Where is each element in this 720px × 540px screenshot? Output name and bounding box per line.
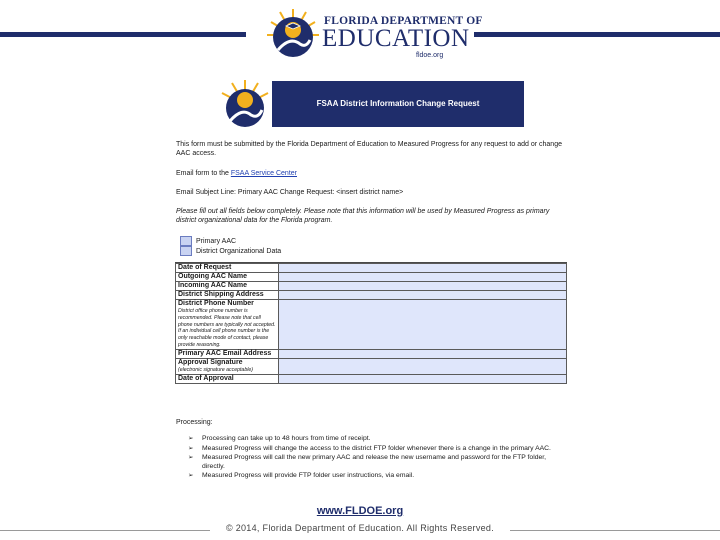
bullet-text: Measured Progress will change the access to the district FTP folder whenever there is a change in the primary AAC.	[202, 444, 551, 452]
phone-number-field[interactable]	[279, 300, 567, 350]
row-label: District Shipping Address	[176, 291, 279, 300]
table-row	[176, 374, 567, 383]
fill-instructions: Please fill out all fields below completely. Please note that this information will be used by Measured Progress as primary district organizational data for the Florida program.	[176, 208, 550, 224]
bullet-text: Processing can take up to 48 hours from time of receipt.	[202, 435, 371, 442]
row-label: Primary AAC Email Address	[176, 349, 279, 358]
date-of-approval-field[interactable]	[279, 374, 567, 383]
checkbox-district-data[interactable]	[180, 246, 281, 256]
shipping-address-field[interactable]	[279, 291, 567, 300]
phone-label-cell	[176, 300, 279, 350]
processing-list	[178, 435, 562, 482]
signature-label-cell	[176, 358, 279, 374]
copyright-notice: © 2014, Florida Department of Education. All Rights Reserved.	[225, 523, 495, 533]
row-label: Outgoing AAC Name	[176, 273, 279, 282]
signature-note: (electronic signature acceptable)	[178, 366, 253, 373]
table-row	[176, 264, 567, 273]
logo-text-site: fldoe.org	[416, 52, 444, 59]
form-title-banner: FSAA District Information Change Request	[272, 81, 524, 127]
email-instruction	[176, 169, 568, 178]
table-row	[176, 282, 567, 291]
footer	[0, 523, 720, 540]
bullet-text: Measured Progress will call the new primary AAC and release the new username and password for the FTP folder, directly.	[202, 454, 547, 470]
bullet-text: Measured Progress will provide FTP folder user instructions, via email.	[202, 472, 415, 479]
sun-emblem-icon	[264, 6, 322, 64]
table-row	[176, 349, 567, 358]
table-row	[176, 300, 567, 350]
phone-note: District office phone number is recommended. Please note that cell phone numbers are typically not accepted. If an individual cell phone number is the only reachable mode of contact, please provide reasoning.	[178, 308, 276, 348]
row-label: Date of Approval	[176, 374, 279, 383]
header-rule-left	[0, 32, 246, 37]
logo-text-agency: FLORIDA DEPARTMENT OF	[324, 15, 483, 27]
checkbox-label: District Organizational Data	[196, 247, 282, 255]
approval-signature-field[interactable]	[279, 358, 567, 374]
list-item	[178, 445, 562, 454]
checkbox-box[interactable]	[180, 236, 192, 246]
service-center-link[interactable]: FSAA Service Center	[230, 170, 297, 177]
fldoe-logo	[264, 6, 483, 64]
arrow-bullet-icon: ➢	[188, 435, 194, 442]
date-of-request-field[interactable]	[279, 264, 567, 273]
aac-email-field[interactable]	[279, 349, 567, 358]
table-row	[176, 291, 567, 300]
fldoe-url-link[interactable]: www.FLDOE.org	[316, 505, 404, 517]
change-request-form	[170, 76, 572, 500]
processing-heading: Processing:	[176, 419, 213, 426]
email-subject-line: Email Subject Line: Primary AAC Change Request: <insert district name>	[176, 189, 404, 196]
arrow-bullet-icon: ➢	[188, 472, 194, 479]
arrow-bullet-icon: ➢	[188, 454, 194, 461]
row-label: District Phone Number	[178, 300, 254, 307]
outgoing-aac-field[interactable]	[279, 273, 567, 282]
form-sun-logo-icon	[218, 78, 272, 132]
table-row	[176, 273, 567, 282]
table-row	[176, 358, 567, 374]
logo-text-education: EDUCATION	[322, 25, 470, 52]
list-item	[178, 472, 562, 481]
row-label: Date of Request	[176, 264, 279, 273]
form-intro: This form must be submitted by the Florida Department of Education to Measured Progress for any request to add or change AAC access.	[176, 141, 562, 157]
checkbox-box[interactable]	[180, 246, 192, 256]
list-item	[178, 454, 562, 471]
incoming-aac-field[interactable]	[279, 282, 567, 291]
request-details-table	[175, 263, 567, 384]
list-item	[178, 435, 562, 444]
checkbox-primary-aac[interactable]	[180, 236, 236, 246]
header-rule-right	[474, 32, 720, 37]
row-label: Approval Signature	[178, 358, 243, 366]
row-label: Incoming AAC Name	[176, 282, 279, 291]
email-prefix: Email form to the	[176, 170, 231, 177]
arrow-bullet-icon: ➢	[188, 444, 194, 452]
checkbox-label: Primary AAC	[196, 237, 237, 245]
